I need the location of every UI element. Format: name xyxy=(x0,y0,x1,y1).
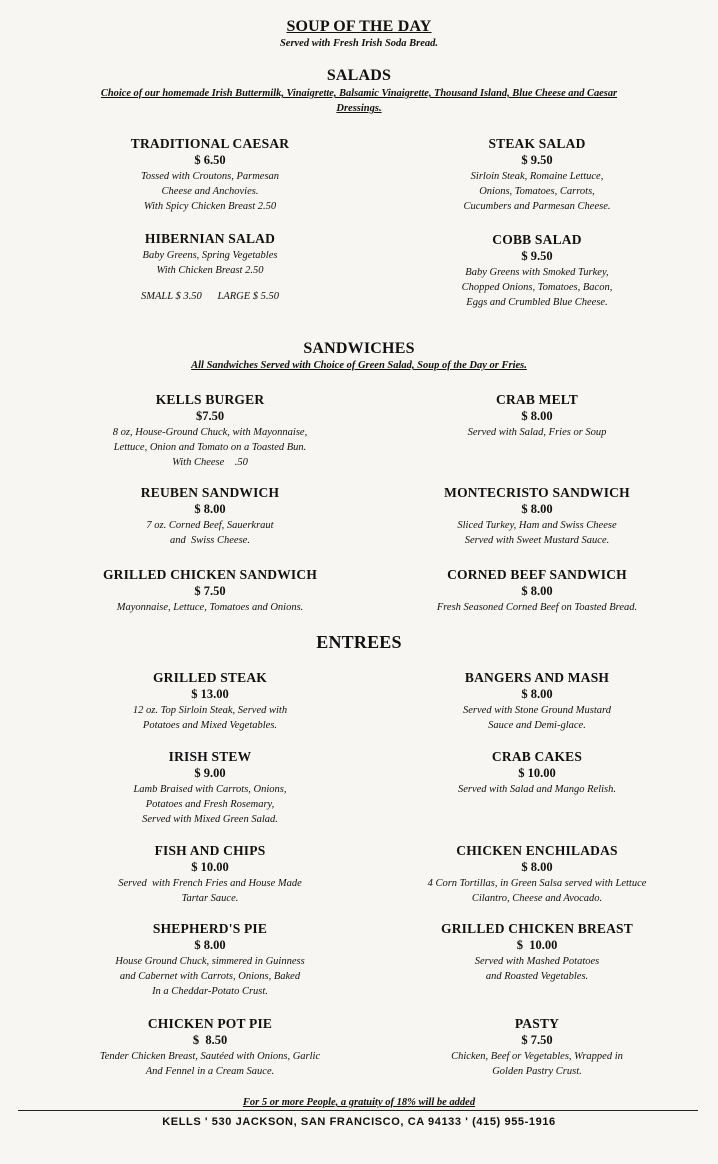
gratuity-note: For 5 or more People, a gratuity of 18% will be added xyxy=(242,1097,476,1108)
restaurant-address: KELLS ' 530 JACKSON, SAN FRANCISCO, CA 94133 ' (415) 955-1916 xyxy=(162,1116,556,1128)
item-description: Baby Greens with Smoked Turkey, Chopped Onions, Tomatoes, Bacon, Eggs and Crumbled Blue Cheese. xyxy=(461,267,613,308)
item-description: Tender Chicken Breast, Sautéed with Onions, Garlic And Fennel in a Cream Sauce. xyxy=(99,1051,321,1077)
menu-item-kells-burger xyxy=(50,392,370,470)
item-price: $ 7.50 xyxy=(521,1033,553,1047)
item-description: 12 oz. Top Sirloin Steak, Served with Potatoes and Mixed Vegetables. xyxy=(132,705,288,731)
item-name: COBB SALAD xyxy=(492,232,582,247)
item-name: STEAK SALAD xyxy=(488,136,586,151)
item-price: $ 8.00 xyxy=(521,860,553,874)
item-price: $ 6.50 xyxy=(194,153,226,167)
item-name: HIBERNIAN SALAD xyxy=(144,231,276,246)
menu-item-hibernian-salad xyxy=(50,231,370,304)
item-price: $ 10.00 xyxy=(518,766,556,780)
item-price: $ 9.50 xyxy=(521,249,553,263)
item-description: Served with Stone Ground Mustard Sauce and Demi-glace. xyxy=(463,705,611,731)
item-sizes: SMALL $ 3.50 LARGE $ 5.50 xyxy=(140,291,280,302)
item-price: $ 8.00 xyxy=(521,502,553,516)
item-name: TRADITIONAL CAESAR xyxy=(130,136,290,151)
item-description: Sliced Turkey, Ham and Swiss Cheese Served with Sweet Mustard Sauce. xyxy=(457,520,617,546)
menu-item-bangers-and-mash xyxy=(378,670,696,733)
menu-item-fish-and-chips xyxy=(50,843,370,906)
item-description: Mayonnaise, Lettuce, Tomatoes and Onions. xyxy=(116,602,304,613)
item-description: 4 Corn Tortillas, in Green Salsa served with Lettuce Cilantro, Cheese and Avocado. xyxy=(427,878,647,904)
menu-item-crab-cakes xyxy=(378,749,696,797)
item-name: GRILLED STEAK xyxy=(152,670,267,685)
menu-item-reuben-sandwich xyxy=(50,485,370,548)
soup-subtitle: Served with Fresh Irish Soda Bread. xyxy=(279,38,439,49)
item-description: Sirloin Steak, Romaine Lettuce, Onions, Tomatoes, Carrots, Cucumbers and Parmesan Cheese. xyxy=(463,171,611,212)
item-name: BANGERS AND MASH xyxy=(464,670,610,685)
menu-item-grilled-chicken-breast xyxy=(378,921,696,984)
item-name: FISH AND CHIPS xyxy=(154,843,266,858)
salads-dressings-line1: Choice of our homemade Irish Buttermilk, Vinaigrette, Balsamic Vinaigrette, Thousand Island, Blue Cheese and Caesar xyxy=(100,88,618,99)
menu-item-chicken-enchiladas xyxy=(372,843,702,906)
item-price: $ 8.00 xyxy=(521,687,553,701)
item-description: Tossed with Croutons, Parmesan Cheese and Anchovies. With Spicy Chicken Breast 2.50 xyxy=(140,171,280,212)
item-description: 8 oz, House-Ground Chuck, with Mayonnaise, Lettuce, Onion and Tomato on a Toasted Bun. With Cheese .50 xyxy=(112,427,308,468)
item-description: Served with Salad, Fries or Soup xyxy=(467,427,607,438)
menu-item-pasty xyxy=(378,1016,696,1079)
menu-item-grilled-chicken-sandwich xyxy=(50,567,370,615)
item-name: KELLS BURGER xyxy=(155,392,265,407)
item-name: SHEPHERD'S PIE xyxy=(152,921,268,936)
menu-item-corned-beef-sandwich xyxy=(378,567,696,615)
item-description: Baby Greens, Spring Vegetables With Chicken Breast 2.50 xyxy=(142,250,278,276)
menu-item-steak-salad xyxy=(378,136,696,214)
item-price: $ 9.00 xyxy=(194,766,226,780)
salads-dressings-line2: Dressings. xyxy=(336,103,382,114)
sandwiches-title: SANDWICHES xyxy=(303,340,415,357)
item-price: $ 8.00 xyxy=(194,938,226,952)
footer-divider xyxy=(18,1110,698,1111)
item-price: $ 10.00 xyxy=(516,938,558,952)
item-description: Served with Mashed Potatoes and Roasted Vegetables. xyxy=(474,956,600,982)
item-price: $ 13.00 xyxy=(191,687,229,701)
item-price: $ 10.00 xyxy=(191,860,229,874)
sandwiches-subtitle: All Sandwiches Served with Choice of Green Salad, Soup of the Day or Fries. xyxy=(191,360,527,371)
menu-item-crab-melt xyxy=(378,392,696,440)
item-description: Served with Salad and Mango Relish. xyxy=(457,784,617,795)
menu-item-cobb-salad xyxy=(378,232,696,310)
item-description: Lamb Braised with Carrots, Onions, Potatoes and Fresh Rosemary, Served with Mixed Green Salad. xyxy=(133,784,287,825)
item-price: $7.50 xyxy=(195,409,225,423)
item-price: $ 7.50 xyxy=(194,584,226,598)
item-name: CRAB MELT xyxy=(496,392,578,407)
item-description: Served with French Fries and House Made Tartar Sauce. xyxy=(118,878,302,904)
item-price: $ 8.50 xyxy=(192,1033,228,1047)
item-name: CRAB CAKES xyxy=(491,749,583,764)
item-description: 7 oz. Corned Beef, Sauerkraut and Swiss Cheese. xyxy=(146,520,274,546)
item-description: House Ground Chuck, simmered in Guinness and Cabernet with Carrots, Onions, Baked In a Cheddar-Potato Crust. xyxy=(115,956,305,997)
item-description: Fresh Seasoned Corned Beef on Toasted Bread. xyxy=(436,602,638,613)
salads-title: SALADS xyxy=(326,67,392,84)
menu-item-grilled-steak xyxy=(50,670,370,733)
item-description: Chicken, Beef or Vegetables, Wrapped in Golden Pastry Crust. xyxy=(451,1051,623,1077)
item-name: PASTY xyxy=(514,1016,560,1031)
item-name: MONTECRISTO SANDWICH xyxy=(444,485,630,500)
entrees-title: ENTREES xyxy=(316,632,402,652)
menu-item-irish-stew xyxy=(50,749,370,827)
soup-title: SOUP OF THE DAY xyxy=(286,18,432,35)
menu-item-shepherds-pie xyxy=(50,921,370,999)
menu-item-montecristo-sandwich xyxy=(378,485,696,548)
item-price: $ 8.00 xyxy=(521,584,553,598)
item-name: GRILLED CHICKEN SANDWICH xyxy=(102,567,318,582)
item-name: CORNED BEEF SANDWICH xyxy=(447,567,627,582)
item-name: REUBEN SANDWICH xyxy=(140,485,280,500)
menu-item-traditional-caesar xyxy=(50,136,370,214)
item-name: CHICKEN ENCHILADAS xyxy=(456,843,618,858)
item-name: IRISH STEW xyxy=(168,749,252,764)
item-name: CHICKEN POT PIE xyxy=(147,1016,273,1031)
item-price: $ 8.00 xyxy=(194,502,226,516)
menu-item-chicken-pot-pie xyxy=(40,1016,380,1079)
item-name: GRILLED CHICKEN BREAST xyxy=(441,921,633,936)
item-price: $ 8.00 xyxy=(521,409,553,423)
item-price: $ 9.50 xyxy=(521,153,553,167)
